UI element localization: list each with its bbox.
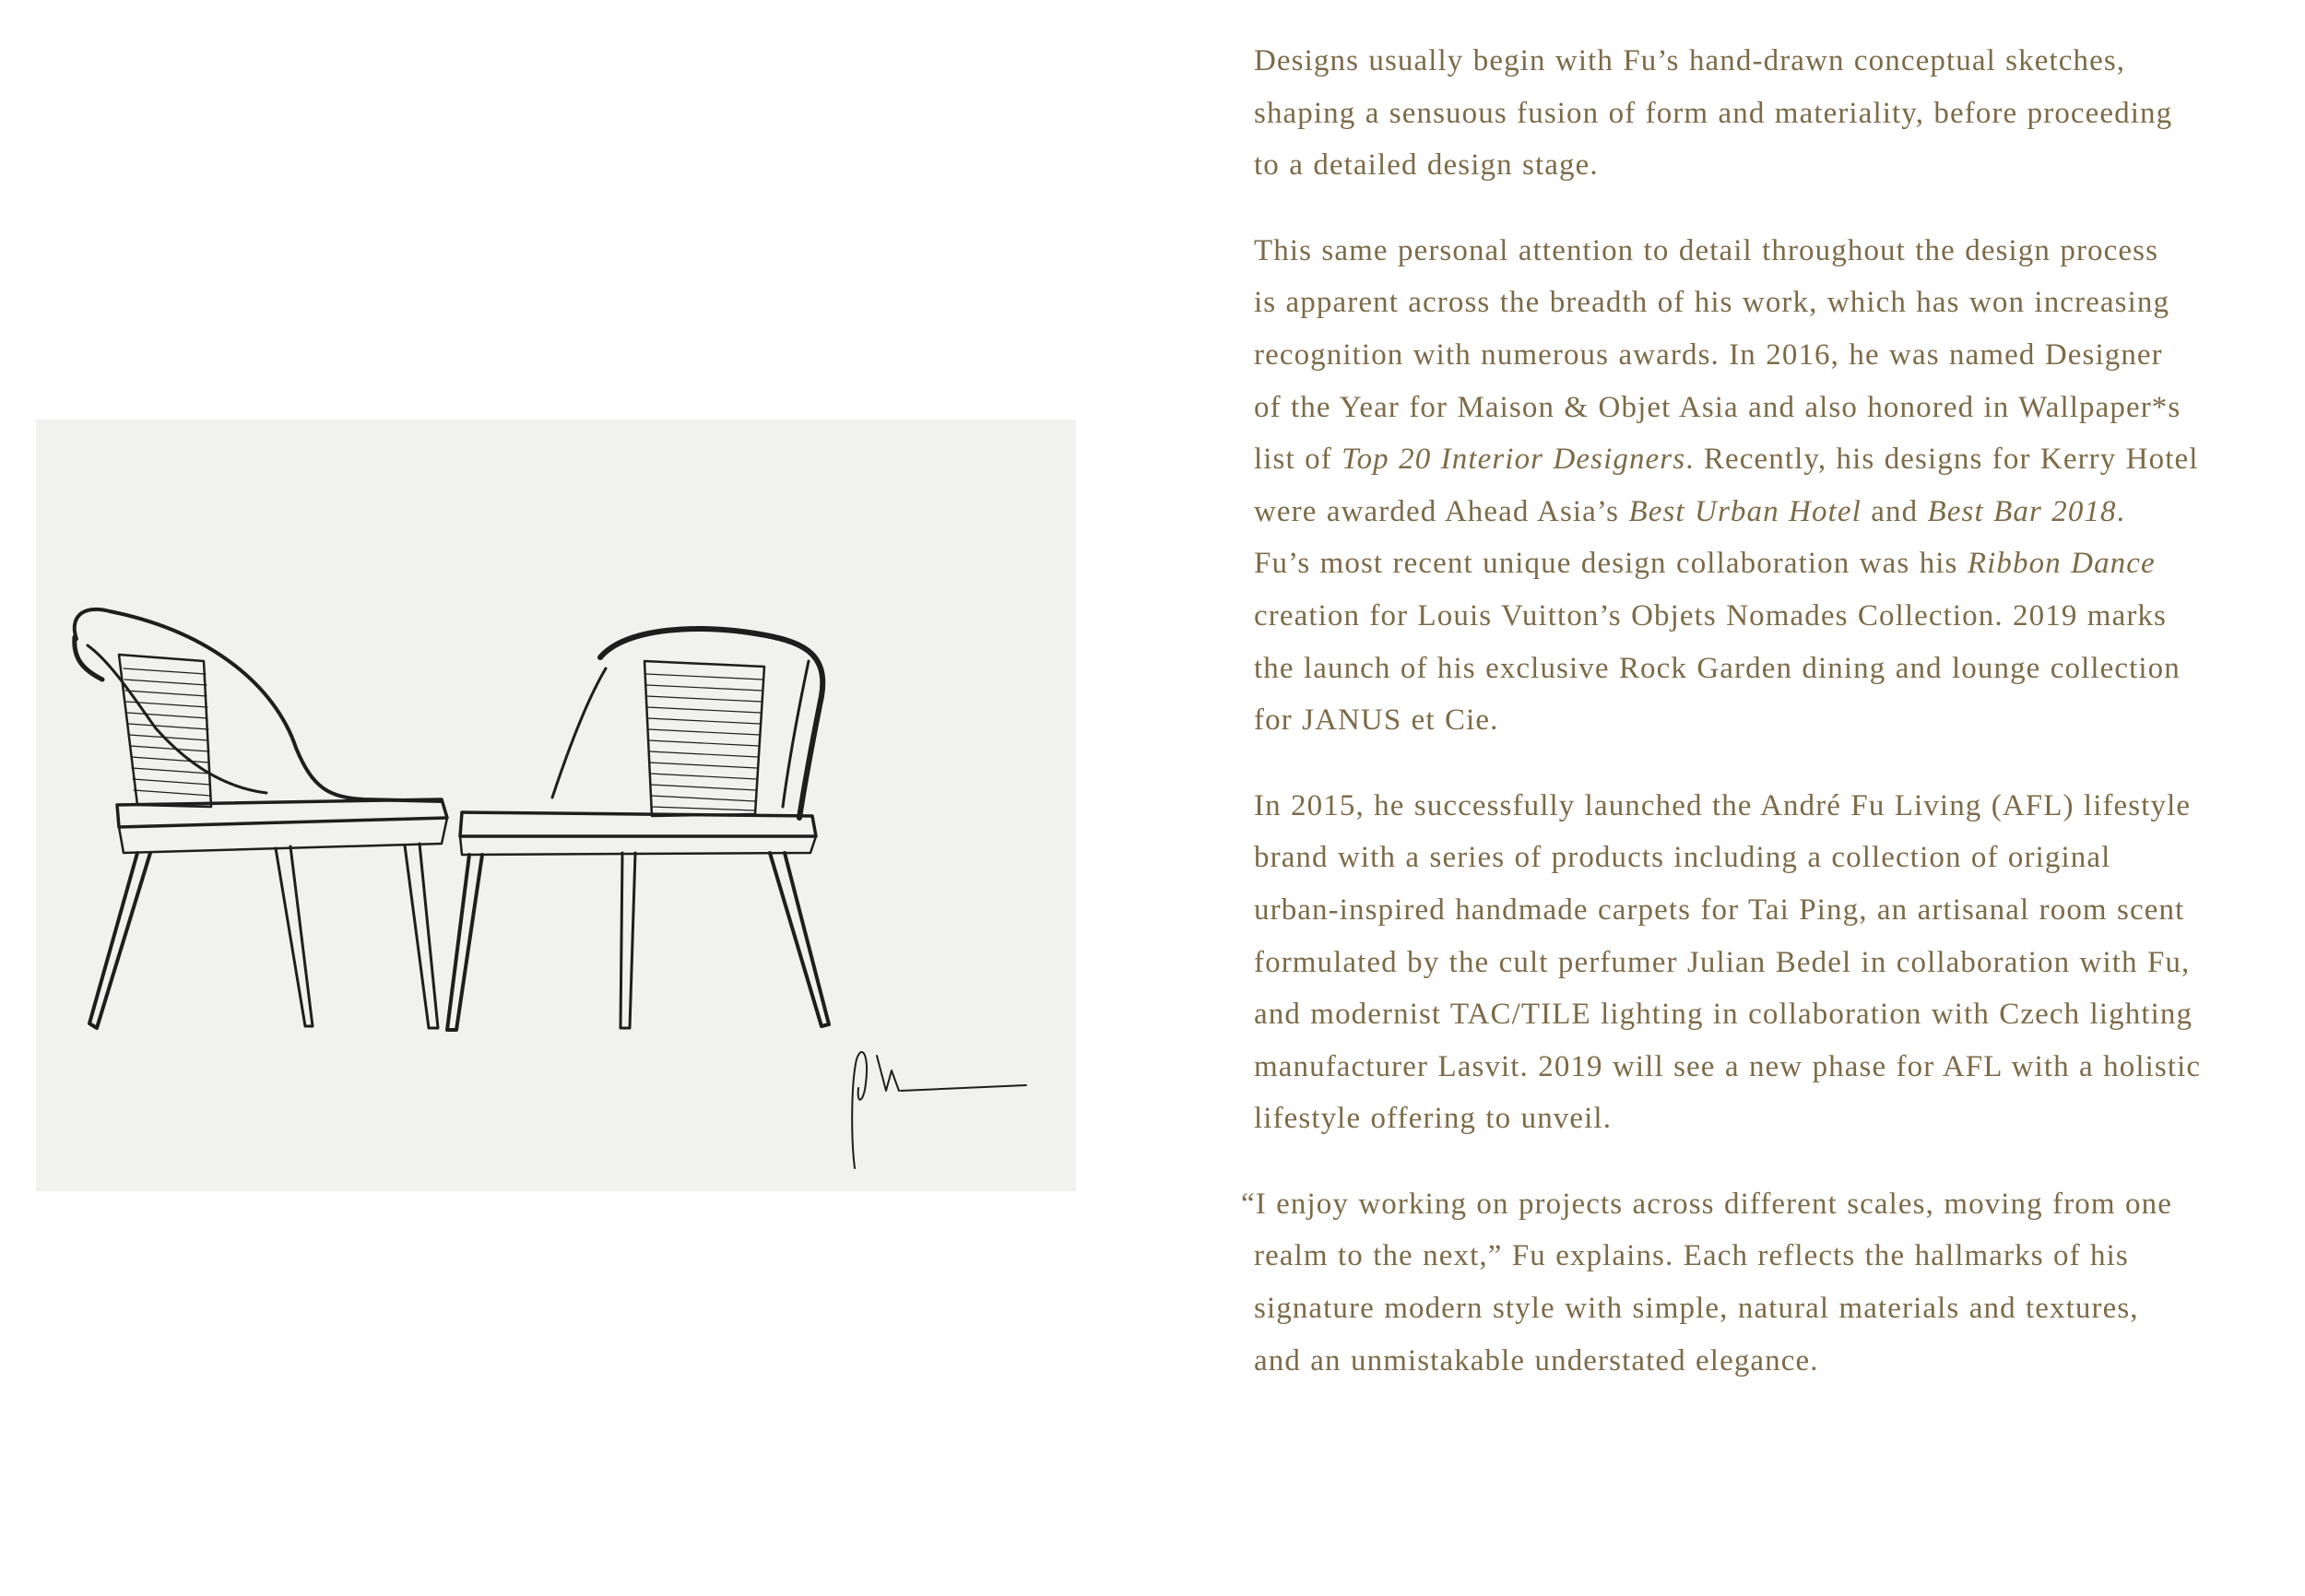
chair-sketch-drawing [36,420,1076,1191]
paragraph-line: signature modern style with simple, natural materials and textures, [1254,1292,2139,1326]
paragraph-1 [1254,35,2277,192]
left-chair-back-outer [75,637,102,680]
paragraph-line: of the Year for Maison & Objet Asia and also honored in Wallpaper*s [1254,390,2181,424]
text-run: . Recently, his designs for Kerry Hotel [1685,443,2199,477]
paragraph-line: brand with a series of products including a collection of original [1254,841,2111,875]
paragraph-line [1254,538,2277,590]
left-chair-back-leg [405,844,438,1028]
paragraph-line: formulated by the cult perfumer Julian Bedel in collaboration with Fu, [1254,945,2191,979]
paragraph-line: to a detailed design stage. [1254,148,1599,183]
paragraph-2 [1254,225,2277,747]
right-chair-backrest [600,629,822,818]
right-chair-front-leg [447,855,482,1030]
chair-sketch-image [36,420,1076,1191]
left-chair-front-leg [89,853,150,1028]
paragraph-line: realm to the next,” Fu explains. Each reflects the hallmarks of his [1254,1239,2129,1273]
paragraph-line [1254,486,2277,538]
collection-title: Ribbon Dance [1967,547,2156,581]
artist-signature [852,1052,1026,1168]
right-chair-mid-leg [621,853,635,1028]
paragraph-line: “I enjoy working on projects across different scales, moving from one [1241,1187,2172,1221]
paragraph-line: lifestyle offering to unveil. [1254,1102,1613,1136]
paragraph-line: recognition with numerous awards. In 2016, he was named Designer [1254,337,2163,372]
paragraph-line: Designs usually begin with Fu’s hand-drawn conceptual sketches, [1254,44,2126,77]
paragraph-line: shaping a sensuous fusion of form and materiality, before proceeding [1254,96,2173,130]
award-title: Best Urban Hotel [1628,494,1862,528]
right-chair-back-inner [552,668,606,798]
award-title: Best Bar 2018 [1927,494,2117,528]
paragraph-line: This same personal attention to detail throughout the design process [1254,233,2159,267]
text-run: and [1861,494,1928,528]
paragraph-line: manufacturer Lasvit. 2019 will see a new phase for AFL with a holistic [1254,1049,2202,1083]
text-run: Fu’s most recent unique design collaboration was his [1254,547,1968,581]
paragraph-line: the launch of his exclusive Rock Garden dining and lounge collection [1254,651,2181,685]
paragraph-3 [1254,780,2277,1145]
paragraph-line [1254,433,2277,486]
text-run: . [2116,494,2126,528]
right-chair-seat [460,812,816,836]
paragraph-line: creation for Louis Vuitton’s Objets Nomades Collection. 2019 marks [1254,598,2167,632]
left-chair-mid-leg [276,846,313,1026]
paragraph-line: In 2015, he successfully launched the André Fu Living (AFL) lifestyle [1254,788,2192,822]
paragraph-line: and an unmistakable understated elegance. [1254,1343,1819,1377]
paragraph-line: is apparent across the breadth of his work, which has won increasing [1254,286,2170,320]
paragraph-line: urban-inspired handmade carpets for Tai Ping, an artisanal room scent [1254,893,2185,927]
text-run: were awarded Ahead Asia’s [1254,494,1629,528]
paragraph-line: for JANUS et Cie. [1254,703,1499,738]
article-body [1241,35,2277,1420]
left-chair-seat [117,799,447,827]
text-run: list of [1254,443,1342,477]
award-title: Top 20 Interior Designers [1342,443,1686,477]
paragraph-line: and modernist TAC/TILE lighting in collaboration with Czech lighting [1254,998,2193,1032]
left-chair-backrest [75,609,442,801]
right-chair-cane-panel [644,661,764,816]
right-chair-back-leg [770,853,829,1026]
paragraph-4-quote [1241,1178,2277,1387]
